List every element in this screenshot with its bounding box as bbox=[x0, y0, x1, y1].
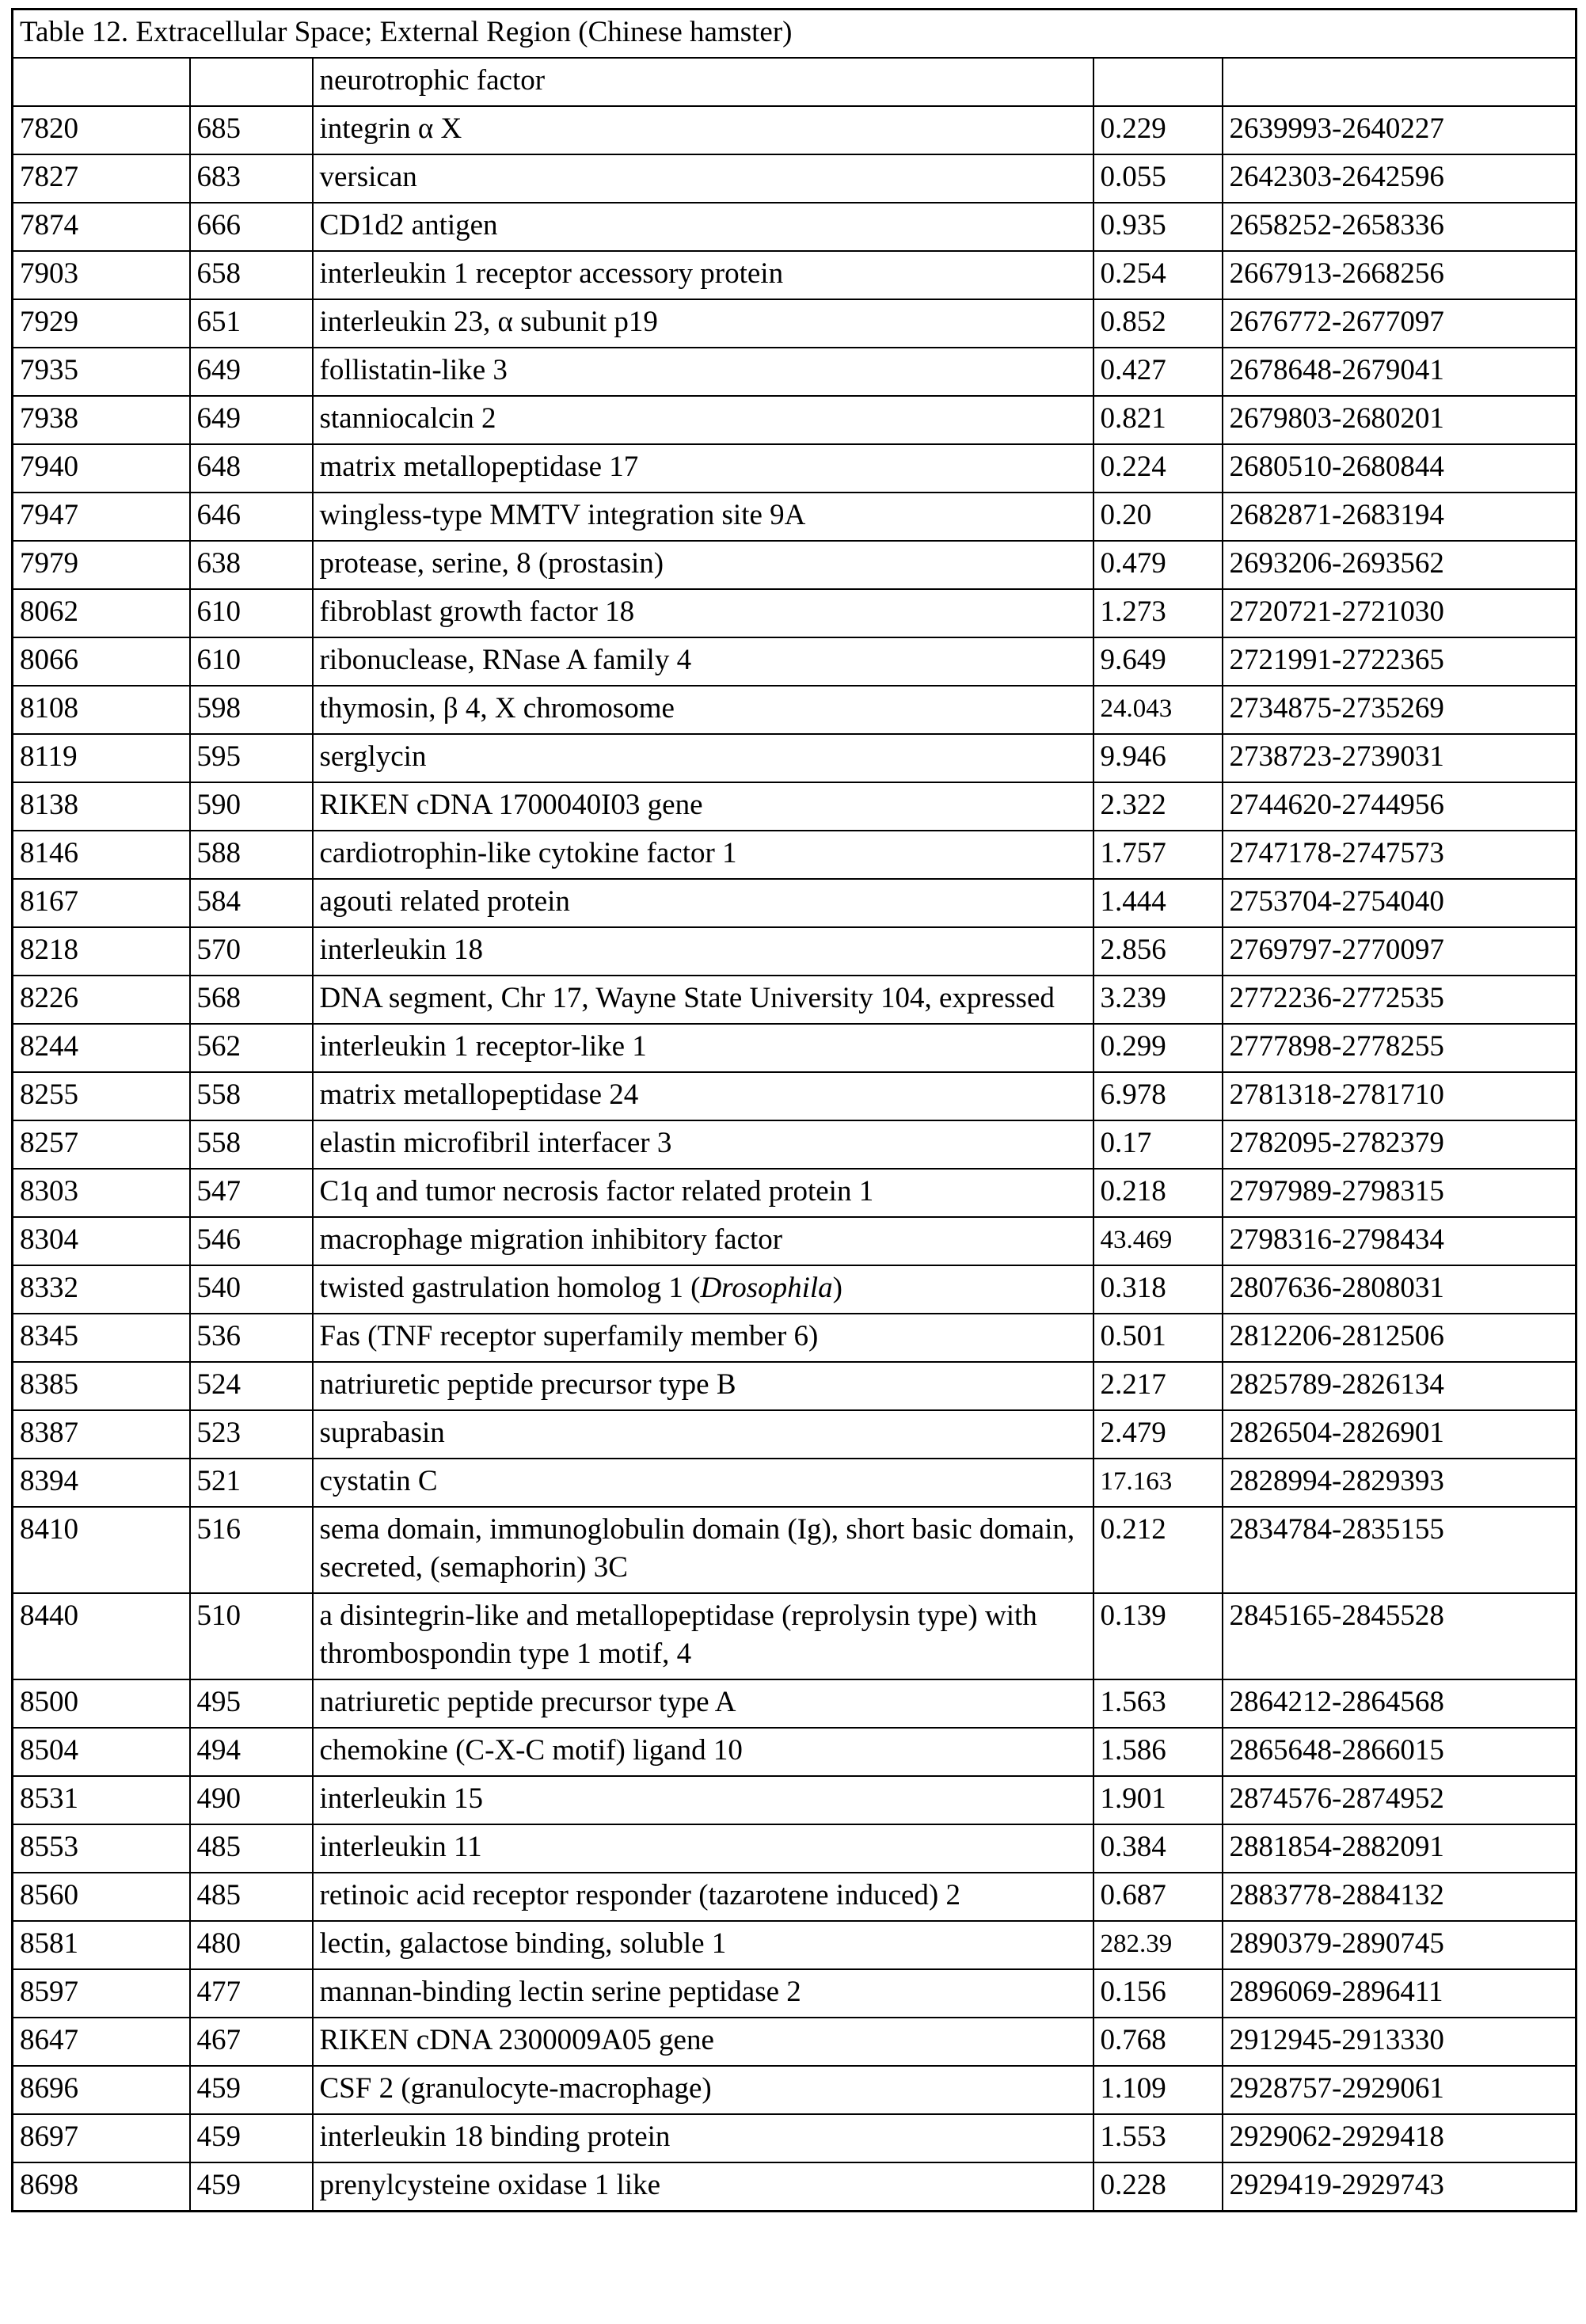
cell-value: 0.384 bbox=[1093, 1824, 1223, 1873]
cell-id: 7947 bbox=[13, 493, 190, 541]
cell-description: retinoic acid receptor responder (tazarotene induced) 2 bbox=[313, 1873, 1093, 1921]
cell-description: interleukin 18 bbox=[313, 927, 1093, 976]
cell-value: 282.39 bbox=[1093, 1921, 1223, 1969]
table-title-row bbox=[13, 10, 1576, 59]
cell-description: fibroblast growth factor 18 bbox=[313, 589, 1093, 637]
cell-id: 8218 bbox=[13, 927, 190, 976]
cell-value: 0.17 bbox=[1093, 1120, 1223, 1169]
table-row bbox=[13, 1024, 1576, 1072]
cell-id: 7874 bbox=[13, 203, 190, 251]
cell-value: 0.768 bbox=[1093, 2018, 1223, 2066]
table-row bbox=[13, 1314, 1576, 1362]
cell-value: 0.501 bbox=[1093, 1314, 1223, 1362]
cell-value: 0.935 bbox=[1093, 203, 1223, 251]
table-row bbox=[13, 1969, 1576, 2018]
cell-value: 0.055 bbox=[1093, 154, 1223, 203]
cell-rank: 516 bbox=[190, 1507, 313, 1593]
cell-rank: 590 bbox=[190, 782, 313, 831]
cell-rank: 646 bbox=[190, 493, 313, 541]
cell-value bbox=[1093, 58, 1223, 106]
cell-description: sema domain, immunoglobulin domain (Ig), short basic domain, secreted, (semaphorin) 3C bbox=[313, 1507, 1093, 1593]
cell-range: 2834784-2835155 bbox=[1223, 1507, 1576, 1593]
table-row bbox=[13, 2066, 1576, 2114]
cell-id: 8332 bbox=[13, 1265, 190, 1314]
cell-description: ribonuclease, RNase A family 4 bbox=[313, 637, 1093, 686]
cell-rank: 610 bbox=[190, 589, 313, 637]
table-row bbox=[13, 251, 1576, 299]
cell-id: 8500 bbox=[13, 1679, 190, 1728]
cell-id: 8440 bbox=[13, 1593, 190, 1679]
cell-id: 8167 bbox=[13, 879, 190, 927]
cell-rank: 558 bbox=[190, 1072, 313, 1120]
cell-value: 2.856 bbox=[1093, 927, 1223, 976]
cell-description: stanniocalcin 2 bbox=[313, 396, 1093, 444]
cell-id: 7903 bbox=[13, 251, 190, 299]
cell-rank: 562 bbox=[190, 1024, 313, 1072]
cell-rank: 658 bbox=[190, 251, 313, 299]
cell-rank: 610 bbox=[190, 637, 313, 686]
cell-description: a disintegrin-like and metallopeptidase (reprolysin type) with thrombospondin type 1 motif, 4 bbox=[313, 1593, 1093, 1679]
cell-value: 0.687 bbox=[1093, 1873, 1223, 1921]
cell-range: 2865648-2866015 bbox=[1223, 1728, 1576, 1776]
cell-description: twisted gastrulation homolog 1 (Drosophila) bbox=[313, 1265, 1093, 1314]
cell-description: matrix metallopeptidase 24 bbox=[313, 1072, 1093, 1120]
table-row bbox=[13, 686, 1576, 734]
cell-range: 2639993-2640227 bbox=[1223, 106, 1576, 154]
cell-range: 2721991-2722365 bbox=[1223, 637, 1576, 686]
cell-description: interleukin 23, α subunit p19 bbox=[313, 299, 1093, 348]
cell-range: 2679803-2680201 bbox=[1223, 396, 1576, 444]
cell-id: 7827 bbox=[13, 154, 190, 203]
table-row bbox=[13, 1873, 1576, 1921]
cell-description: suprabasin bbox=[313, 1410, 1093, 1459]
cell-id: 7938 bbox=[13, 396, 190, 444]
table-row bbox=[13, 1362, 1576, 1410]
cell-id: 8138 bbox=[13, 782, 190, 831]
table-row bbox=[13, 1921, 1576, 1969]
cell-rank: 649 bbox=[190, 348, 313, 396]
cell-id: 7940 bbox=[13, 444, 190, 493]
cell-description: agouti related protein bbox=[313, 879, 1093, 927]
cell-value: 9.649 bbox=[1093, 637, 1223, 686]
cell-value: 0.254 bbox=[1093, 251, 1223, 299]
table-row bbox=[13, 1265, 1576, 1314]
table-row bbox=[13, 1776, 1576, 1824]
cell-id: 7979 bbox=[13, 541, 190, 589]
cell-value: 0.479 bbox=[1093, 541, 1223, 589]
cell-rank: 495 bbox=[190, 1679, 313, 1728]
cell-value: 9.946 bbox=[1093, 734, 1223, 782]
cell-range: 2781318-2781710 bbox=[1223, 1072, 1576, 1120]
cell-range: 2798316-2798434 bbox=[1223, 1217, 1576, 1265]
cell-range: 2928757-2929061 bbox=[1223, 2066, 1576, 2114]
cell-rank: 683 bbox=[190, 154, 313, 203]
cell-description: natriuretic peptide precursor type A bbox=[313, 1679, 1093, 1728]
cell-value: 1.109 bbox=[1093, 2066, 1223, 2114]
cell-rank: 584 bbox=[190, 879, 313, 927]
cell-rank: 485 bbox=[190, 1824, 313, 1873]
cell-id: 8226 bbox=[13, 976, 190, 1024]
cell-value: 0.821 bbox=[1093, 396, 1223, 444]
cell-value: 0.224 bbox=[1093, 444, 1223, 493]
cell-value: 17.163 bbox=[1093, 1459, 1223, 1507]
cell-rank: 568 bbox=[190, 976, 313, 1024]
cell-id: 8244 bbox=[13, 1024, 190, 1072]
cell-id: 8146 bbox=[13, 831, 190, 879]
cell-description: CSF 2 (granulocyte-macrophage) bbox=[313, 2066, 1093, 2114]
cell-description: natriuretic peptide precursor type B bbox=[313, 1362, 1093, 1410]
table-body bbox=[13, 10, 1576, 2212]
cell-range: 2680510-2680844 bbox=[1223, 444, 1576, 493]
cell-rank: 521 bbox=[190, 1459, 313, 1507]
cell-rank: 523 bbox=[190, 1410, 313, 1459]
cell-description: chemokine (C-X-C motif) ligand 10 bbox=[313, 1728, 1093, 1776]
cell-range: 2929419-2929743 bbox=[1223, 2162, 1576, 2212]
cell-value: 1.901 bbox=[1093, 1776, 1223, 1824]
cell-description: matrix metallopeptidase 17 bbox=[313, 444, 1093, 493]
cell-id: 8062 bbox=[13, 589, 190, 637]
cell-description: cystatin C bbox=[313, 1459, 1093, 1507]
cell-value: 2.479 bbox=[1093, 1410, 1223, 1459]
cell-range: 2642303-2642596 bbox=[1223, 154, 1576, 203]
table-row bbox=[13, 1072, 1576, 1120]
cell-range: 2777898-2778255 bbox=[1223, 1024, 1576, 1072]
cell-range: 2896069-2896411 bbox=[1223, 1969, 1576, 2018]
cell-description: mannan-binding lectin serine peptidase 2 bbox=[313, 1969, 1093, 2018]
cell-rank: 480 bbox=[190, 1921, 313, 1969]
table-row bbox=[13, 782, 1576, 831]
cell-id: 7929 bbox=[13, 299, 190, 348]
cell-value: 0.218 bbox=[1093, 1169, 1223, 1217]
cell-description: cardiotrophin-like cytokine factor 1 bbox=[313, 831, 1093, 879]
cell-id: 8394 bbox=[13, 1459, 190, 1507]
cell-value: 2.217 bbox=[1093, 1362, 1223, 1410]
table-row bbox=[13, 831, 1576, 879]
cell-range: 2753704-2754040 bbox=[1223, 879, 1576, 927]
cell-description: wingless-type MMTV integration site 9A bbox=[313, 493, 1093, 541]
cell-rank: 558 bbox=[190, 1120, 313, 1169]
cell-rank: 570 bbox=[190, 927, 313, 976]
cell-rank: 467 bbox=[190, 2018, 313, 2066]
cell-range: 2667913-2668256 bbox=[1223, 251, 1576, 299]
table-row bbox=[13, 444, 1576, 493]
table-row bbox=[13, 927, 1576, 976]
cell-description: interleukin 15 bbox=[313, 1776, 1093, 1824]
cell-id: 8597 bbox=[13, 1969, 190, 2018]
cell-description: C1q and tumor necrosis factor related protein 1 bbox=[313, 1169, 1093, 1217]
table-row bbox=[13, 106, 1576, 154]
table-row bbox=[13, 976, 1576, 1024]
cell-rank: 536 bbox=[190, 1314, 313, 1362]
cell-description: elastin microfibril interfacer 3 bbox=[313, 1120, 1093, 1169]
cell-rank: 598 bbox=[190, 686, 313, 734]
cell-rank: 595 bbox=[190, 734, 313, 782]
cell-range: 2826504-2826901 bbox=[1223, 1410, 1576, 1459]
table-row bbox=[13, 154, 1576, 203]
gene-table bbox=[11, 8, 1577, 2212]
cell-value: 0.212 bbox=[1093, 1507, 1223, 1593]
cell-description: interleukin 18 binding protein bbox=[313, 2114, 1093, 2162]
table-row bbox=[13, 2162, 1576, 2212]
cell-range: 2734875-2735269 bbox=[1223, 686, 1576, 734]
cell-value: 1.757 bbox=[1093, 831, 1223, 879]
cell-value: 1.273 bbox=[1093, 589, 1223, 637]
cell-value: 2.322 bbox=[1093, 782, 1223, 831]
cell-id: 8066 bbox=[13, 637, 190, 686]
cell-range: 2845165-2845528 bbox=[1223, 1593, 1576, 1679]
cell-range: 2864212-2864568 bbox=[1223, 1679, 1576, 1728]
cell-rank: 666 bbox=[190, 203, 313, 251]
table-row bbox=[13, 299, 1576, 348]
table-row bbox=[13, 2114, 1576, 2162]
cell-range: 2874576-2874952 bbox=[1223, 1776, 1576, 1824]
cell-description: interleukin 1 receptor-like 1 bbox=[313, 1024, 1093, 1072]
cell-value: 0.852 bbox=[1093, 299, 1223, 348]
cell-description: interleukin 11 bbox=[313, 1824, 1093, 1873]
table-row bbox=[13, 1169, 1576, 1217]
cell-id: 8531 bbox=[13, 1776, 190, 1824]
cell-description: neurotrophic factor bbox=[313, 58, 1093, 106]
table-row bbox=[13, 1410, 1576, 1459]
table-row bbox=[13, 1824, 1576, 1873]
cell-range: 2769797-2770097 bbox=[1223, 927, 1576, 976]
cell-rank: 649 bbox=[190, 396, 313, 444]
cell-rank: 547 bbox=[190, 1169, 313, 1217]
cell-rank: 494 bbox=[190, 1728, 313, 1776]
cell-range bbox=[1223, 58, 1576, 106]
cell-description: lectin, galactose binding, soluble 1 bbox=[313, 1921, 1093, 1969]
cell-range: 2658252-2658336 bbox=[1223, 203, 1576, 251]
table-row bbox=[13, 1679, 1576, 1728]
cell-id: 8560 bbox=[13, 1873, 190, 1921]
cell-id: 8255 bbox=[13, 1072, 190, 1120]
cell-id: 8696 bbox=[13, 2066, 190, 2114]
cell-id: 7820 bbox=[13, 106, 190, 154]
cell-rank: 459 bbox=[190, 2066, 313, 2114]
table-row bbox=[13, 396, 1576, 444]
cell-rank: 648 bbox=[190, 444, 313, 493]
cell-range: 2744620-2744956 bbox=[1223, 782, 1576, 831]
cell-value: 1.444 bbox=[1093, 879, 1223, 927]
cell-range: 2738723-2739031 bbox=[1223, 734, 1576, 782]
cell-rank: 588 bbox=[190, 831, 313, 879]
cell-rank: 459 bbox=[190, 2114, 313, 2162]
cell-range: 2678648-2679041 bbox=[1223, 348, 1576, 396]
table-row bbox=[13, 1120, 1576, 1169]
cell-value: 1.586 bbox=[1093, 1728, 1223, 1776]
cell-description: macrophage migration inhibitory factor bbox=[313, 1217, 1093, 1265]
cell-range: 2682871-2683194 bbox=[1223, 493, 1576, 541]
cell-description: serglycin bbox=[313, 734, 1093, 782]
cell-rank bbox=[190, 58, 313, 106]
cell-rank: 638 bbox=[190, 541, 313, 589]
cell-value: 1.553 bbox=[1093, 2114, 1223, 2162]
cell-range: 2720721-2721030 bbox=[1223, 589, 1576, 637]
cell-description: protease, serine, 8 (prostasin) bbox=[313, 541, 1093, 589]
cell-rank: 546 bbox=[190, 1217, 313, 1265]
cell-id: 8304 bbox=[13, 1217, 190, 1265]
cell-rank: 540 bbox=[190, 1265, 313, 1314]
cell-value: 3.239 bbox=[1093, 976, 1223, 1024]
cell-description: thymosin, β 4, X chromosome bbox=[313, 686, 1093, 734]
cell-id: 8345 bbox=[13, 1314, 190, 1362]
cell-value: 0.299 bbox=[1093, 1024, 1223, 1072]
cell-rank: 510 bbox=[190, 1593, 313, 1679]
cell-range: 2812206-2812506 bbox=[1223, 1314, 1576, 1362]
cell-range: 2828994-2829393 bbox=[1223, 1459, 1576, 1507]
cell-id: 8581 bbox=[13, 1921, 190, 1969]
cell-range: 2883778-2884132 bbox=[1223, 1873, 1576, 1921]
cell-range: 2782095-2782379 bbox=[1223, 1120, 1576, 1169]
cell-description: integrin α X bbox=[313, 106, 1093, 154]
cell-rank: 490 bbox=[190, 1776, 313, 1824]
cell-id: 8647 bbox=[13, 2018, 190, 2066]
cell-id: 8698 bbox=[13, 2162, 190, 2212]
table-row bbox=[13, 58, 1576, 106]
cell-id: 8410 bbox=[13, 1507, 190, 1593]
cell-description: RIKEN cDNA 1700040I03 gene bbox=[313, 782, 1093, 831]
table-row bbox=[13, 493, 1576, 541]
table-row bbox=[13, 1459, 1576, 1507]
cell-description: DNA segment, Chr 17, Wayne State University 104, expressed bbox=[313, 976, 1093, 1024]
cell-rank: 459 bbox=[190, 2162, 313, 2212]
table-row bbox=[13, 541, 1576, 589]
cell-id: 8119 bbox=[13, 734, 190, 782]
table-row bbox=[13, 637, 1576, 686]
cell-value: 24.043 bbox=[1093, 686, 1223, 734]
table-row bbox=[13, 1217, 1576, 1265]
table-row bbox=[13, 203, 1576, 251]
cell-description: interleukin 1 receptor accessory protein bbox=[313, 251, 1093, 299]
cell-rank: 477 bbox=[190, 1969, 313, 2018]
cell-value: 0.228 bbox=[1093, 2162, 1223, 2212]
table-row bbox=[13, 1593, 1576, 1679]
cell-range: 2807636-2808031 bbox=[1223, 1265, 1576, 1314]
table-row bbox=[13, 1728, 1576, 1776]
cell-id: 8385 bbox=[13, 1362, 190, 1410]
cell-range: 2747178-2747573 bbox=[1223, 831, 1576, 879]
cell-description: CD1d2 antigen bbox=[313, 203, 1093, 251]
table-row bbox=[13, 2018, 1576, 2066]
cell-range: 2797989-2798315 bbox=[1223, 1169, 1576, 1217]
table-title: Table 12. Extracellular Space; External Region (Chinese hamster) bbox=[13, 10, 1576, 59]
cell-range: 2912945-2913330 bbox=[1223, 2018, 1576, 2066]
cell-description: follistatin-like 3 bbox=[313, 348, 1093, 396]
cell-range: 2890379-2890745 bbox=[1223, 1921, 1576, 1969]
cell-description: Fas (TNF receptor superfamily member 6) bbox=[313, 1314, 1093, 1362]
cell-rank: 485 bbox=[190, 1873, 313, 1921]
cell-value: 0.427 bbox=[1093, 348, 1223, 396]
cell-id: 8504 bbox=[13, 1728, 190, 1776]
cell-range: 2881854-2882091 bbox=[1223, 1824, 1576, 1873]
cell-value: 6.978 bbox=[1093, 1072, 1223, 1120]
cell-id: 7935 bbox=[13, 348, 190, 396]
cell-description: prenylcysteine oxidase 1 like bbox=[313, 2162, 1093, 2212]
cell-id: 8697 bbox=[13, 2114, 190, 2162]
table-row bbox=[13, 879, 1576, 927]
cell-description: RIKEN cDNA 2300009A05 gene bbox=[313, 2018, 1093, 2066]
cell-rank: 651 bbox=[190, 299, 313, 348]
cell-id bbox=[13, 58, 190, 106]
cell-value: 0.20 bbox=[1093, 493, 1223, 541]
cell-value: 0.156 bbox=[1093, 1969, 1223, 2018]
cell-rank: 685 bbox=[190, 106, 313, 154]
cell-value: 0.318 bbox=[1093, 1265, 1223, 1314]
cell-description: versican bbox=[313, 154, 1093, 203]
cell-id: 8303 bbox=[13, 1169, 190, 1217]
cell-id: 8108 bbox=[13, 686, 190, 734]
cell-id: 8387 bbox=[13, 1410, 190, 1459]
cell-range: 2693206-2693562 bbox=[1223, 541, 1576, 589]
cell-range: 2929062-2929418 bbox=[1223, 2114, 1576, 2162]
cell-range: 2676772-2677097 bbox=[1223, 299, 1576, 348]
table-row bbox=[13, 734, 1576, 782]
table-row bbox=[13, 348, 1576, 396]
cell-value: 1.563 bbox=[1093, 1679, 1223, 1728]
cell-value: 0.139 bbox=[1093, 1593, 1223, 1679]
cell-value: 0.229 bbox=[1093, 106, 1223, 154]
cell-id: 8257 bbox=[13, 1120, 190, 1169]
cell-range: 2772236-2772535 bbox=[1223, 976, 1576, 1024]
table-row bbox=[13, 1507, 1576, 1593]
table-row bbox=[13, 589, 1576, 637]
cell-value: 43.469 bbox=[1093, 1217, 1223, 1265]
cell-rank: 524 bbox=[190, 1362, 313, 1410]
cell-id: 8553 bbox=[13, 1824, 190, 1873]
cell-range: 2825789-2826134 bbox=[1223, 1362, 1576, 1410]
